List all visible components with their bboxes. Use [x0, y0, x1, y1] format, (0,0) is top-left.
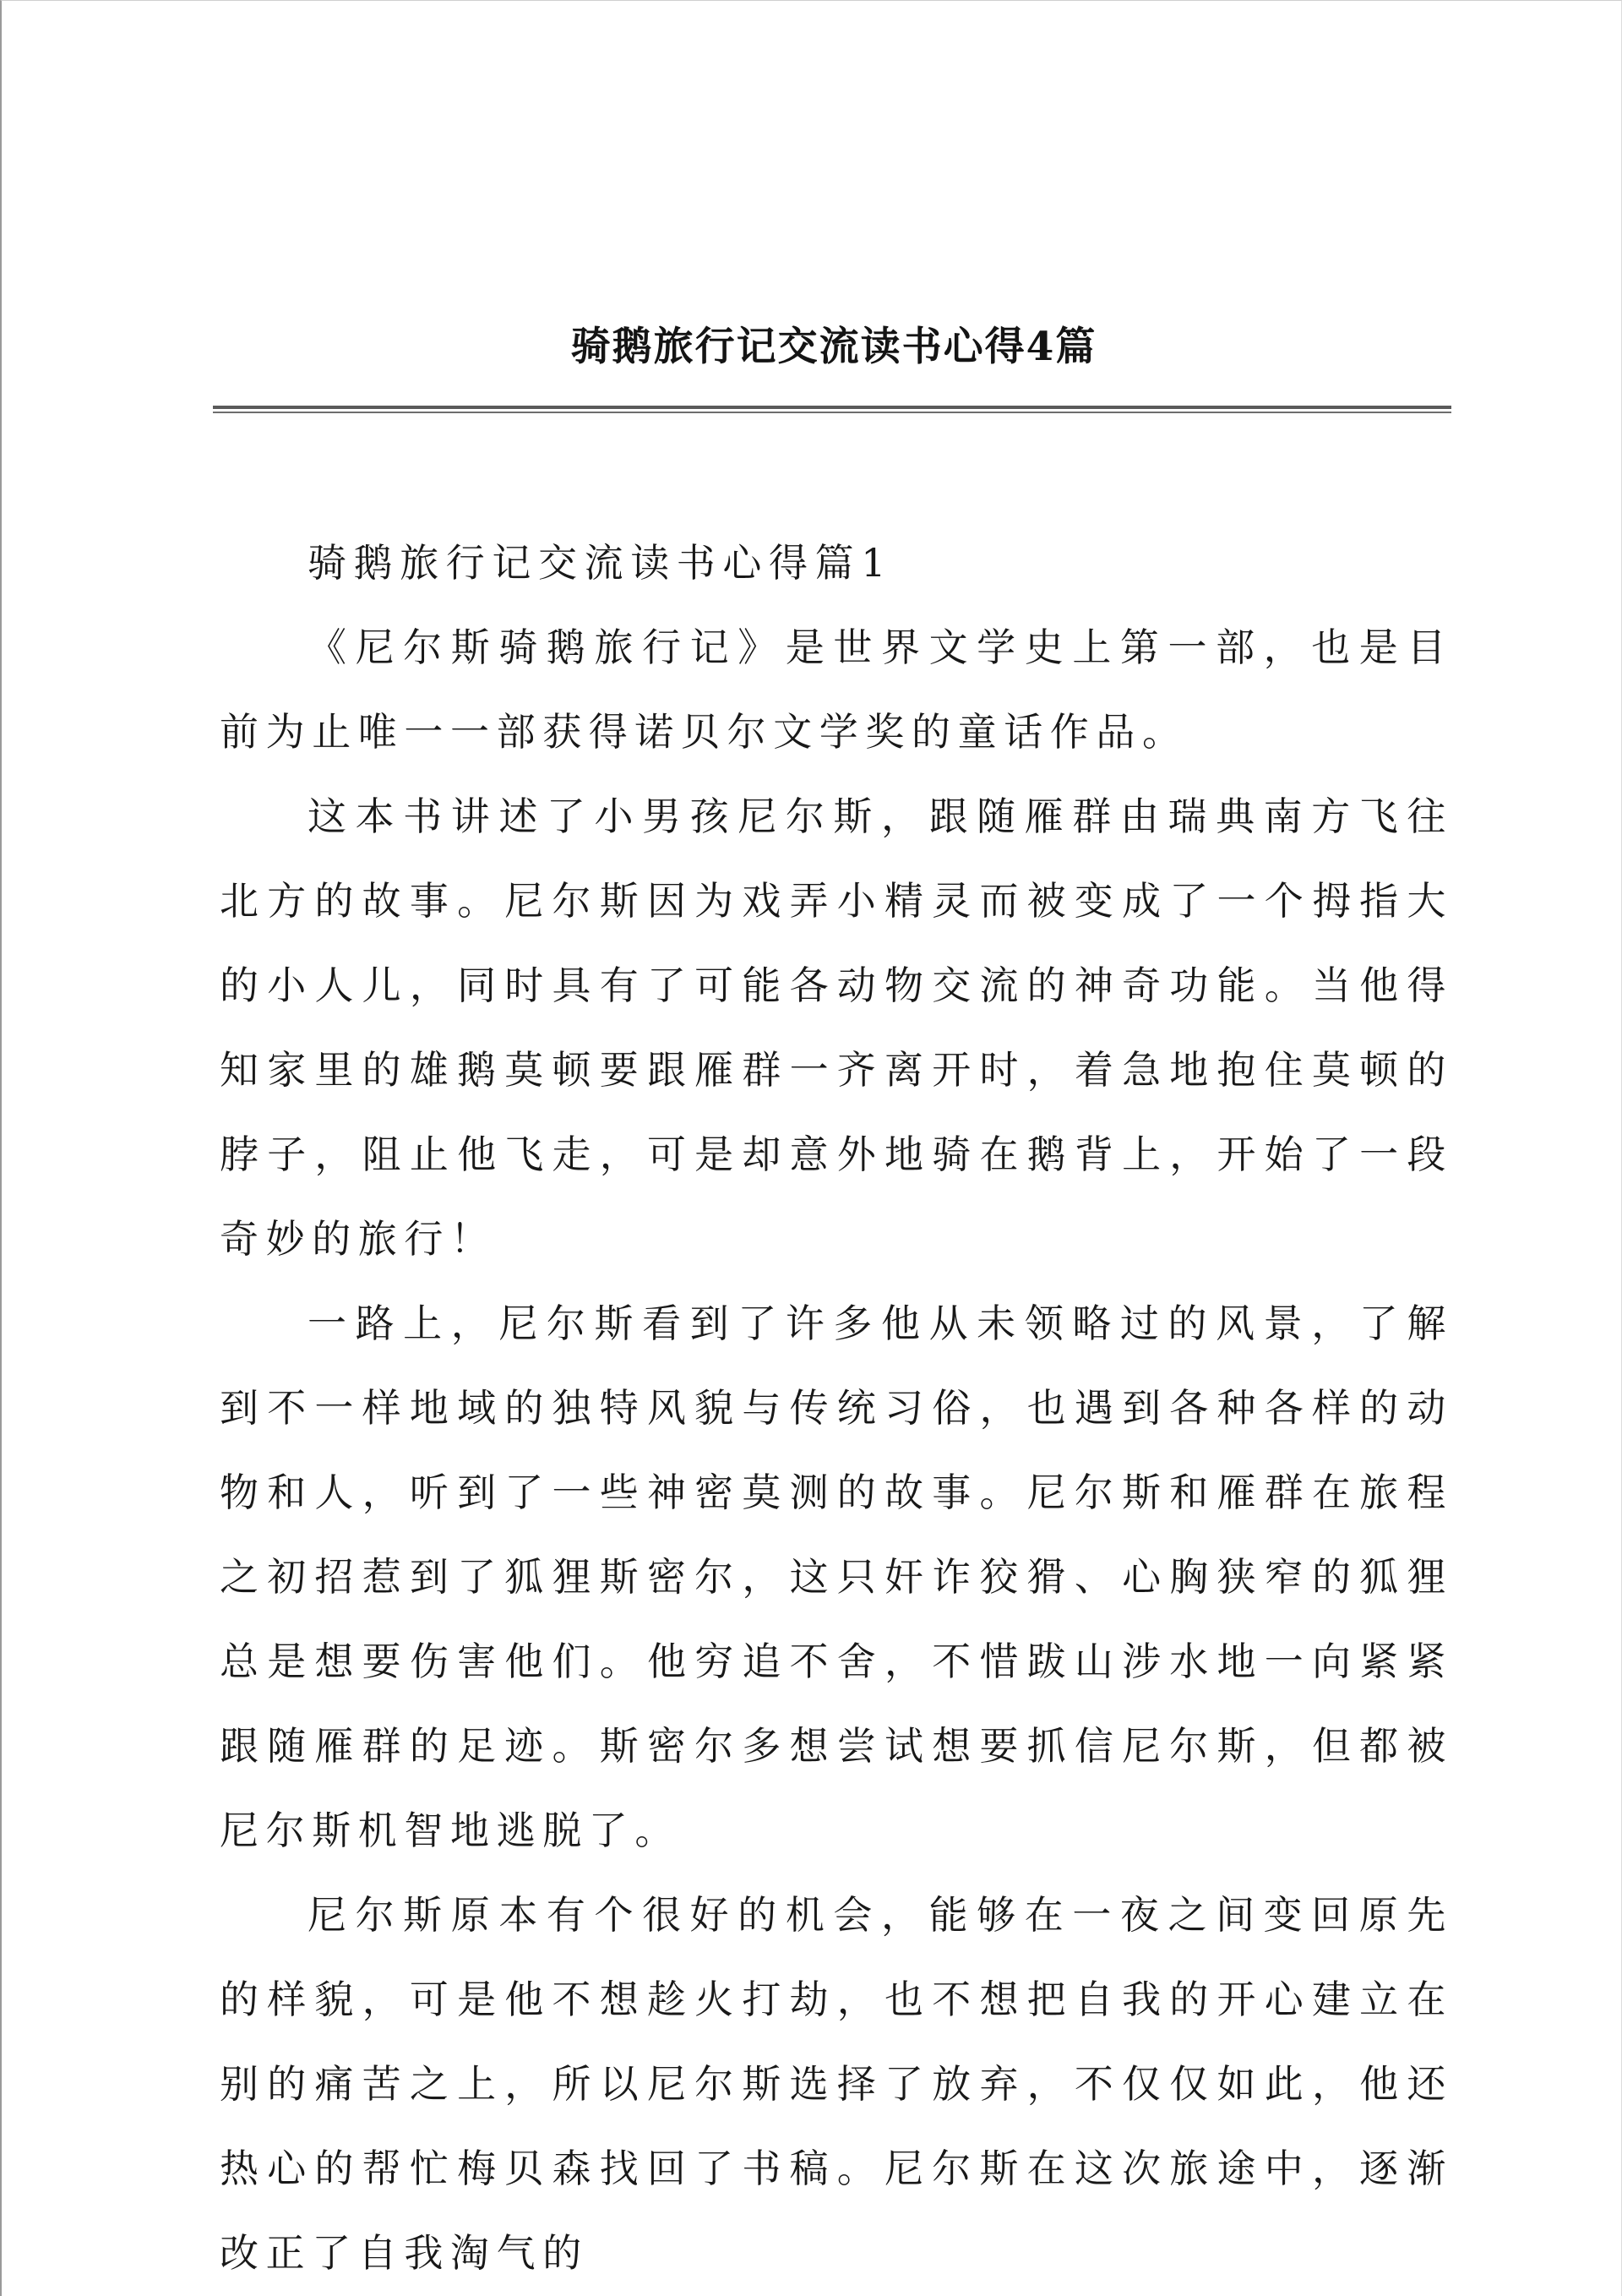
- document-title: 骑鹅旅行记交流读书心得4篇: [570, 324, 1097, 370]
- paragraph-choice: 尼尔斯原本有个很好的机会，能够在一夜之间变回原先的样貌，可是他不想趁火打劫，也不想把自我的开心建立在别的痛苦之上，所以尼尔斯选择了放弃，不仅仅如此，他还热心的帮忙梅贝森找回了书稿。尼尔斯在这次旅途中，逐渐改正了自我淘气的: [220, 1892, 1453, 2276]
- title-divider: [213, 406, 1451, 415]
- title-divider-thick-line: [213, 406, 1451, 409]
- paragraph-intro: 《尼尔斯骑鹅旅行记》是世界文学史上第一部，也是目前为止唯一一部获得诺贝尔文学奖的童话作品。: [220, 624, 1453, 755]
- paragraph-story-summary: 这本书讲述了小男孩尼尔斯，跟随雁群由瑞典南方飞往北方的故事。尼尔斯因为戏弄小精灵而被变成了一个拇指大的小人儿，同时具有了可能各动物交流的神奇功能。当他得知家里的雄鹅莫顿要跟雁群一齐离开时，着急地抱住莫顿的脖子，阻止他飞走，可是却意外地骑在鹅背上，开始了一段奇妙的旅行！: [220, 794, 1453, 1262]
- paragraph-journey: 一路上，尼尔斯看到了许多他从未领略过的风景，了解到不一样地域的独特风貌与传统习俗，也遇到各种各样的动物和人，听到了一些神密莫测的故事。尼尔斯和雁群在旅程之初招惹到了狐狸斯密尔，这只奸诈狡猾、心胸狭窄的狐狸总是想要伤害他们。他穷追不舍，不惜跋山涉水地一向紧紧跟随雁群的足迹。斯密尔多想尝试想要抓信尼尔斯，但都被尼尔斯机智地逃脱了。: [220, 1301, 1453, 1853]
- title-divider-thin-line: [213, 412, 1451, 413]
- section-heading: 骑鹅旅行记交流读书心得篇1: [308, 540, 894, 586]
- document-body: [220, 521, 1453, 2295]
